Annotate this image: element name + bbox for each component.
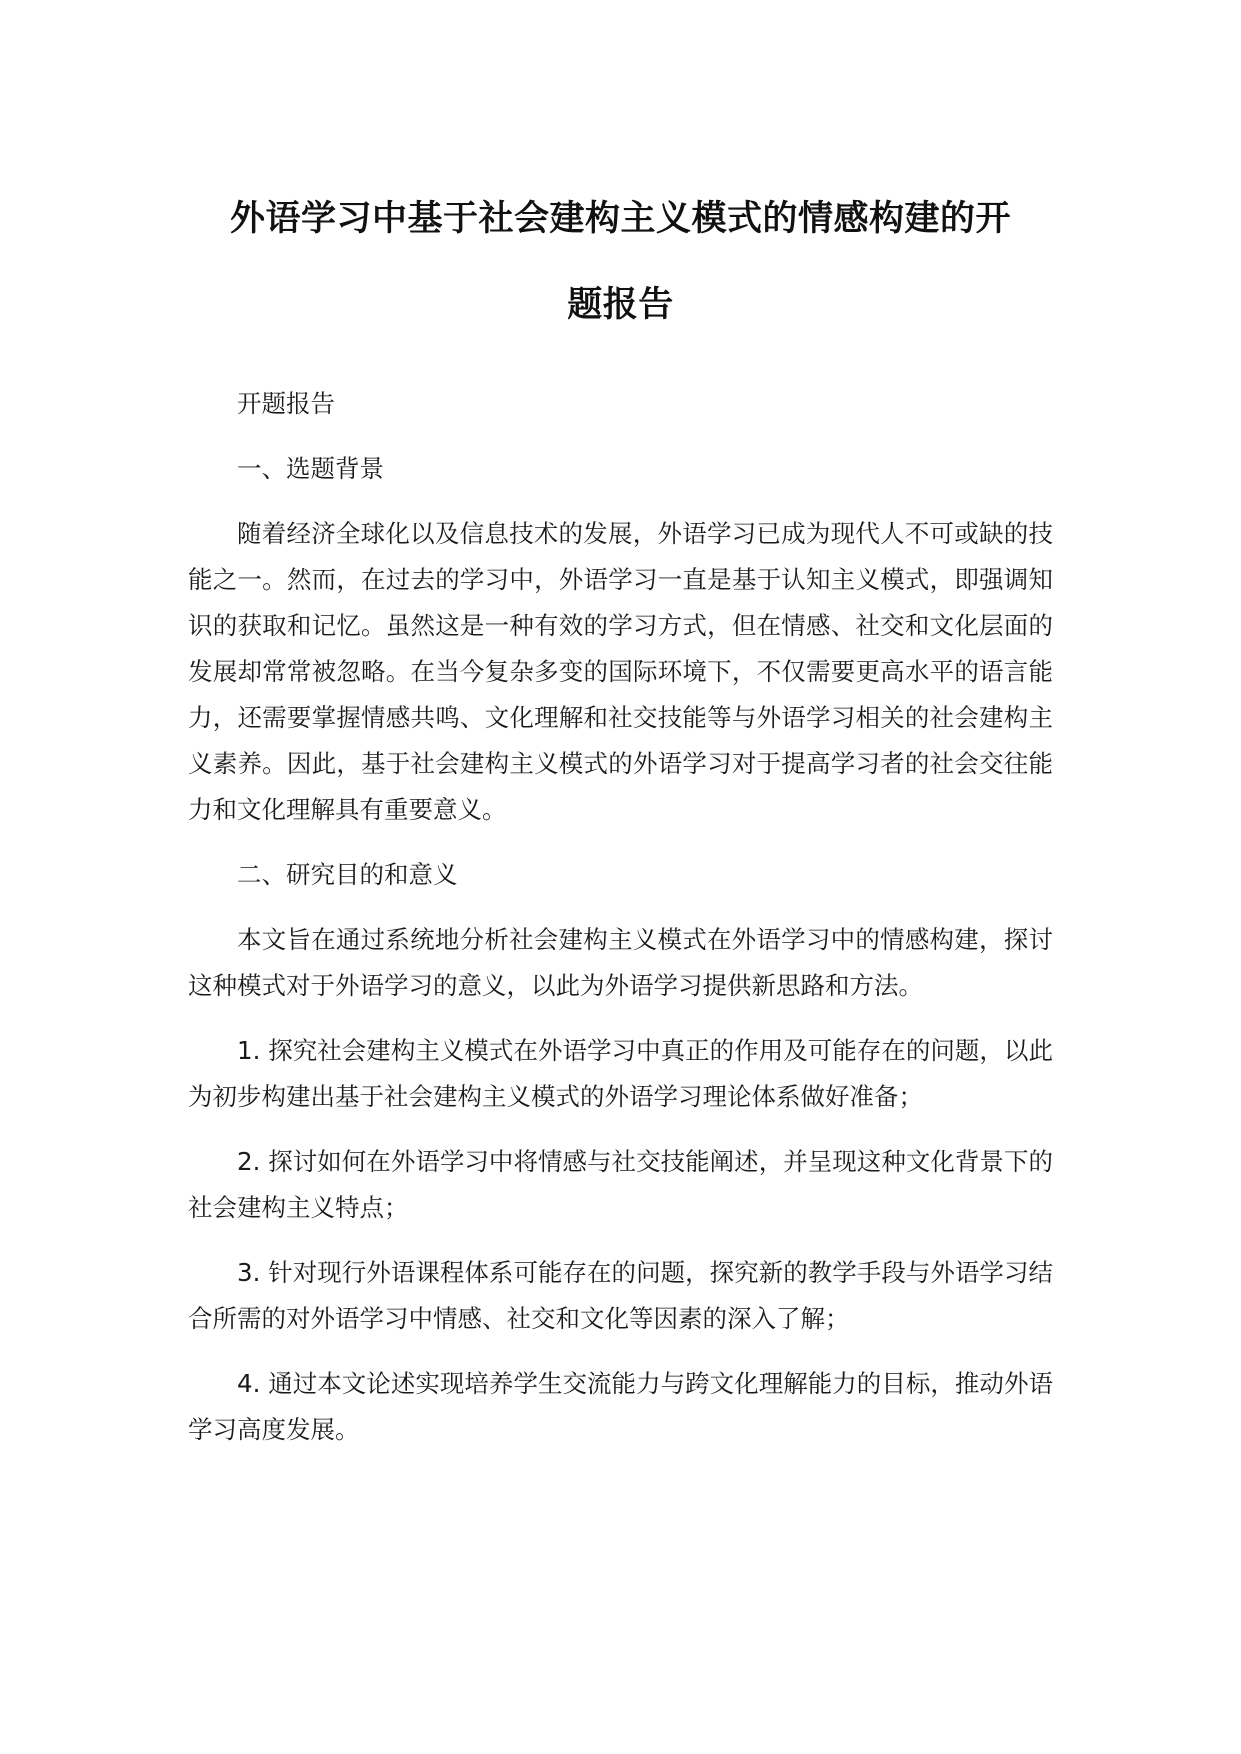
list-item-3: 3. 针对现行外语课程体系可能存在的问题，探究新的教学手段与外语学习结合所需的对外语学习中情感、社交和文化等因素的深入了解； bbox=[188, 1258, 1053, 1333]
paragraph-purpose: 本文旨在通过系统地分析社会建构主义模式在外语学习中的情感构建，探讨这种模式对于外语学习的意义，以此为外语学习提供新思路和方法。 bbox=[188, 925, 1053, 1000]
document-title-line-1: 外语学习中基于社会建构主义模式的情感构建的开 bbox=[229, 199, 1011, 239]
section-label: 开题报告 bbox=[237, 389, 335, 418]
list-item-2: 2. 探讨如何在外语学习中将情感与社交技能阐述，并呈现这种文化背景下的社会建构主义特点； bbox=[188, 1147, 1053, 1222]
section-heading-purpose: 二、研究目的和意义 bbox=[237, 860, 458, 889]
list-item-1: 1. 探究社会建构主义模式在外语学习中真正的作用及可能存在的问题，以此为初步构建出基于社会建构主义模式的外语学习理论体系做好准备； bbox=[188, 1036, 1053, 1111]
document-title-line-2: 题报告 bbox=[567, 285, 674, 325]
document-title bbox=[188, 176, 1053, 348]
section-heading-background: 一、选题背景 bbox=[237, 454, 384, 483]
list-item-4: 4. 通过本文论述实现培养学生交流能力与跨文化理解能力的目标，推动外语学习高度发展。 bbox=[188, 1369, 1053, 1444]
document-body bbox=[188, 381, 1053, 1472]
paragraph-background: 随着经济全球化以及信息技术的发展，外语学习已成为现代人不可或缺的技能之一。然而，在过去的学习中，外语学习一直是基于认知主义模式，即强调知识的获取和记忆。虽然这是一种有效的学习方式，但在情感、社交和文化层面的发展却常常被忽略。在当今复杂多变的国际环境下，不仅需要更高水平的语言能力，还需要掌握情感共鸣、文化理解和社交技能等与外语学习相关的社会建构主义素养。因此，基于社会建构主义模式的外语学习对于提高学习者的社会交往能力和文化理解具有重要意义。 bbox=[188, 519, 1053, 824]
